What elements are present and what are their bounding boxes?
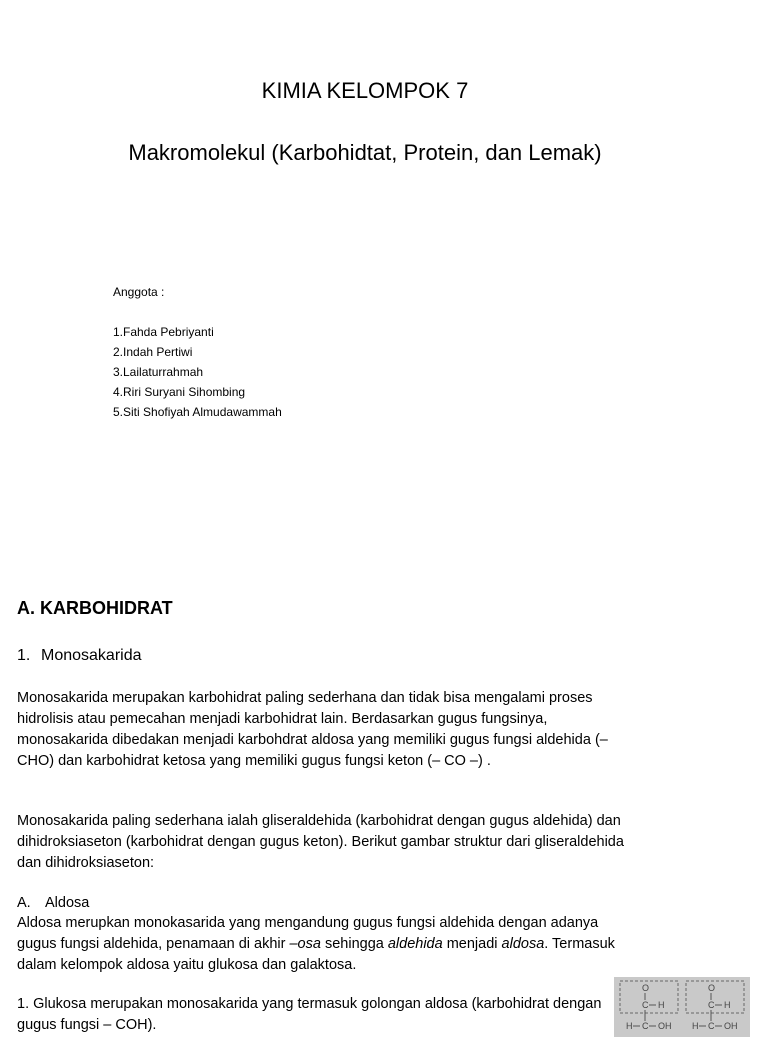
text-run: Aldosa merupkan monokasarida yang mengandung gugus fungsi aldehida dengan adanya gugus fungsi aldehida, penamaan di akhir [17,915,599,952]
atom-label: O [642,983,650,993]
atom-label: H [658,1000,665,1010]
subsection-number: 1. [17,647,31,664]
text-italic: aldosa [501,936,545,952]
member-item: 4.Riri Suryani Sihombing [113,385,246,399]
atom-label: H [692,1021,699,1031]
atom-label: OH [658,1021,672,1031]
atom-label: OH [724,1021,738,1031]
subsection-heading [17,647,627,665]
member-list [113,282,282,422]
atom-label: C [708,1021,715,1031]
subheading-number: A. [17,895,31,911]
member-item: 1.Fahda Pebriyanti [113,325,214,339]
subsection-label: Monosakarida [41,647,142,664]
atom-label: C [708,1000,715,1010]
page-subtitle: Makromolekul (Karbohidtat, Protein, dan Lemak) [128,140,602,165]
text-run: . Termasuk dalam kelompok aldosa yaitu glukosa dan galaktosa. [17,936,615,973]
atom-label: O [708,983,716,993]
atom-label: C [642,1000,649,1010]
paragraph-glukosa: 1. Glukosa merupakan monosakarida yang termasuk golongan aldosa (karbohidrat dengan gugus fungsi – COH). [17,996,602,1033]
subheading-label: Aldosa [45,895,90,911]
structure-image [614,977,750,1037]
paragraph-aldosa [17,913,627,976]
atom-label: H [626,1021,633,1031]
member-item: 5.Siti Shofiyah Almudawammah [113,405,282,419]
page-title: KIMIA KELOMPOK 7 [261,78,469,103]
member-item: 2.Indah Pertiwi [113,345,193,359]
text-run: sehingga [320,936,388,952]
member-item: 3.Lailaturrahmah [113,365,204,379]
text-italic: –osa [289,936,321,952]
paragraph-monosakarida: Monosakarida merupakan karbohidrat paling sederhana dan tidak bisa mengalami proses hidrolisis atau pemecahan menjadi karbohidrat lain. Berdasarkan gugus fungsinya, monosakarida dibedakan menjadi karbohdrat aldosa yang memiliki gugus fungsi aldehida (– CHO) dan karbohidrat ketosa yang memiliki gugus fungsi keton (– CO –) . [17,690,608,769]
text-run: menjadi [442,936,502,952]
paragraph-gliseraldehida: Monosakarida paling sederhana ialah gliseraldehida (karbohidrat dengan gugus aldehida) dan dihidroksiaseton (karbohidrat dengan gugus keton). Berikut gambar struktur dari gliseraldehida dan dihidroksiaseton: [17,813,624,871]
subheading-aldosa [17,893,627,914]
atom-label: C [642,1021,649,1031]
atom-label: H [724,1000,731,1010]
section-heading: A. KARBOHIDRAT [17,598,173,618]
text-italic: aldehida [387,936,443,952]
member-list-label: Anggota : [113,285,165,299]
